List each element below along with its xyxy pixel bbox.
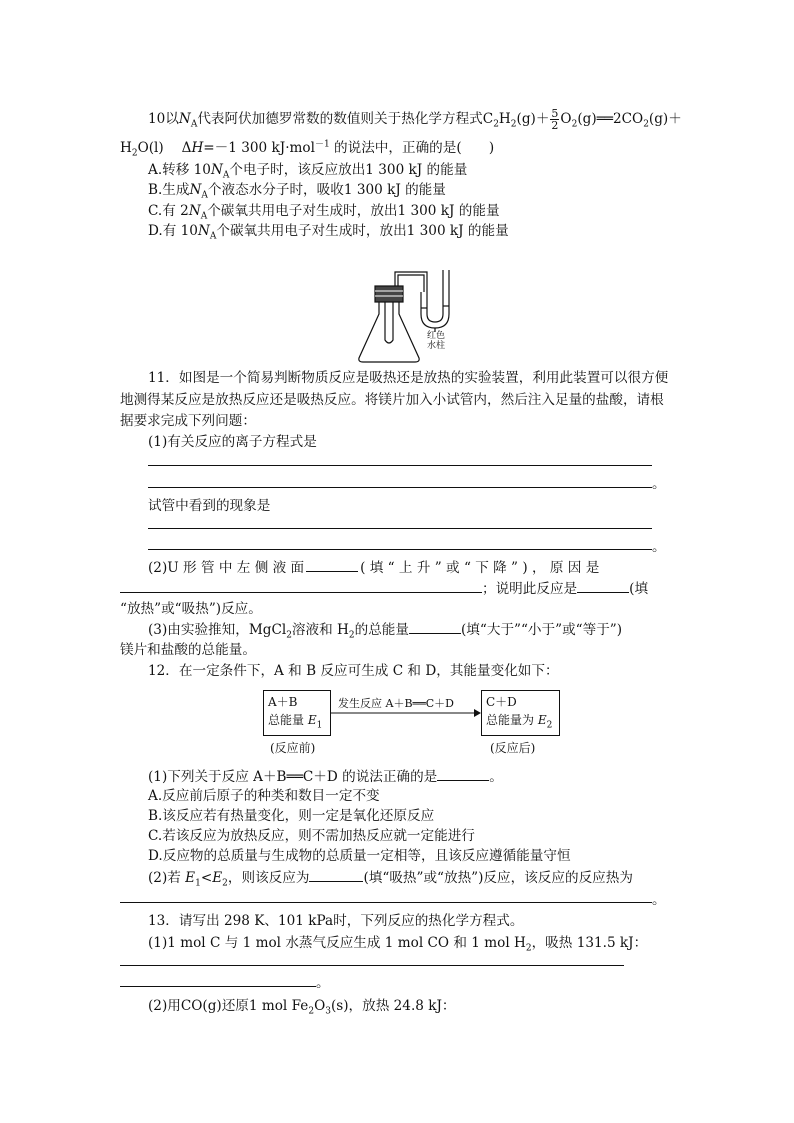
eq-sub: 2 [510,119,517,130]
q10-option-d[interactable] [148,221,509,241]
option-text: B.生成 [148,182,190,198]
q13-part2-text-c: (s)，放热 24.8 kJ： [330,998,456,1014]
energy-symbol: E [537,713,547,727]
na-symbol: N [197,223,210,239]
q10-na-symbol: N [178,111,191,127]
blank-field[interactable] [306,557,358,572]
caption-before: (反应前) [270,741,316,755]
period-mark: 。 [652,892,666,908]
eq-text: H [498,111,511,127]
option-text: 个碳氧共用电子对生成时，放出1 300 kJ 的能量 [207,203,500,219]
q11-part2-text-c: ；说明此反应是 [482,581,578,597]
eq-text: =－1 300 kJ·mol [203,140,315,156]
na-sub: A [209,231,217,242]
sub: 2 [525,943,532,954]
eq-text: 的说法中，正确的是( ) [329,140,495,156]
q12-part2 [148,867,633,888]
q11-part3-text-b: 溶液和 H [291,622,349,638]
q11-part3-text: (3)由实验推知，MgCl [148,622,287,638]
energy-symbol: E [185,870,196,886]
eq-sub: 2 [571,119,578,130]
q12-option-c[interactable]: C.若该反应为放热反应，则不需加热反应就一定能进行 [148,828,475,844]
q13-part1-text-b: ，吸热 131.5 kJ： [531,935,648,951]
eq-text: (g)＋ [648,111,682,127]
na-sub: A [201,190,208,201]
diagram-box-after [481,690,560,736]
sub: 2 [348,630,355,641]
q12-option-b[interactable]: B.该反应若有热量变化，则一定是氧化还原反应 [148,808,435,824]
na-symbol: N [188,203,201,219]
q11-part2-line2 [120,578,648,599]
fraction-five-halves [550,108,559,131]
box-after-top: C＋D [486,695,517,709]
blank-field[interactable] [437,766,489,781]
na-symbol: N [210,162,223,178]
apparatus-label-line1: 红色 [427,331,446,341]
blank-field[interactable] [577,578,629,593]
diagram-box-before [263,690,331,736]
na-symbol: N [189,182,202,198]
q10-na-sub: A [190,119,198,130]
box-before-top: A＋B [268,695,298,709]
q11-part3-text-c: 的总能量 [354,622,409,638]
q12-part2-text-c: (填“吸热”或“放热”)反应，该反应的反应热为 [363,870,633,886]
q11-part2-text-d: (填 [629,581,649,597]
apparatus-label [427,331,445,351]
eq-sub: 2 [643,119,649,130]
q11-part3-line2: 镁片和盐酸的总能量。 [120,642,256,658]
caption-after: (反应后) [490,741,536,755]
fraction-numerator: 5 [551,107,559,120]
q13-part1 [148,933,647,953]
answer-line[interactable] [148,465,652,466]
option-text: A.转移 10 [148,162,211,178]
q13-part1-text: (1)1 mol C 与 1 mol 水蒸气反应生成 1 mol CO 和 1 mol H [148,935,526,951]
option-text: C.有 2 [148,203,189,219]
eq-text: O [560,111,572,127]
q12-option-d[interactable]: D.反应物的总质量与生成物的总质量一定相等，且该反应遵循能量守恒 [148,848,571,864]
eq-sub: 2 [131,148,138,159]
q11-part2-text-b: ( 填 “ 上 升 ” 或 “ 下 降 ” ) ， 原 因 是 [360,560,600,576]
na-sub: A [222,170,230,181]
box-after-bottom [486,711,555,729]
fraction-denominator: 2 [551,119,559,132]
q10-stem-line2 [120,138,494,158]
option-text: 个碳氧共用电子对生成时，放出1 300 kJ 的能量 [216,223,509,239]
apparatus-label-line2: 水柱 [427,341,446,351]
q12-part2-text-b: ，则该反应为 [227,870,310,886]
blank-field[interactable] [309,867,363,882]
period-mark: 。 [652,476,666,492]
energy-sub: 1 [316,720,323,731]
q13-stem: 13．请写出 298 K、101 kPa时，下列反应的热化学方程式。 [148,913,524,929]
answer-line[interactable] [120,902,652,903]
period-mark: 。 [316,975,330,991]
q10-option-b[interactable] [148,180,446,200]
q10-stem-line1 [148,108,682,131]
option-text: 个电子时，该反应放出1 300 kJ 的能量 [229,162,468,178]
eq-text: (g)══2CO [577,111,644,127]
q13-part2-text: (2)用CO(g)还原1 mol Fe [148,998,309,1014]
energy-symbol: E [307,713,317,727]
eq-text: O(l) Δ [137,140,192,156]
option-text: D.有 10 [148,223,198,239]
answer-line[interactable] [148,549,652,550]
q10-option-a[interactable] [148,160,467,180]
energy-sub: 2 [222,878,228,889]
answer-line[interactable] [120,965,624,966]
eq-sub: 2 [493,119,499,130]
period-mark: 。 [652,539,666,555]
energy-symbol: E [212,870,223,886]
blank-field[interactable] [409,619,461,634]
energy-sub: 1 [195,878,201,889]
eq-text: H [120,140,132,156]
sub: 2 [308,1006,315,1017]
q12-part1 [148,766,503,787]
answer-line[interactable] [148,487,652,488]
q13-part1-answer [120,972,330,993]
q11-stem-line1: 11．如图是一个简易判断物质反应是吸热还是放热的实验装置，利用此装置可以很方便 [148,370,669,386]
q11-stem-line3: 据要求完成下列问题： [120,413,256,429]
q12-stem: 12．在一定条件下，A 和 B 反应可生成 C 和 D，其能量变化如下： [148,663,559,679]
energy-sub: 2 [546,720,553,731]
eq-sup: －1 [314,139,330,150]
answer-line[interactable] [148,528,652,529]
q12-part2-text: (2)若 [148,870,186,886]
sub: 2 [286,630,292,641]
q12-option-a[interactable]: A.反应前后原子的种类和数目一定不变 [148,788,380,804]
blank-field[interactable] [120,578,482,593]
less-than: < [200,870,213,886]
q11-part3-text-d: (填“大于”“小于”或“等于”) [461,622,623,638]
q11-part2-line3: “放热”或“吸热”)反应。 [120,601,262,617]
q11-part2-text: (2)U 形 管 中 左 侧 液 面 [148,560,305,576]
q10-stem-text-b: 代表阿伏加德罗常数的数值则关于热化学方程式C [197,111,494,127]
q10-option-c[interactable] [148,201,500,221]
q13-part2 [148,996,456,1016]
q11-part3-line1 [148,619,622,640]
option-text: 个液态水分子时，吸收1 300 kJ 的能量 [207,182,446,198]
blank-field[interactable] [120,972,316,987]
q11-stem-line2: 地测得某反应是放热反应还是吸热反应。将镁片加入小试管内，然后注入足量的盐酸，请根 [120,392,664,408]
na-sub: A [200,211,208,222]
q12-part1-text: (1)下列关于反应 A＋B══C＋D 的说法正确的是 [148,769,438,785]
q10-stem-text: 10以 [148,111,179,127]
enthalpy-symbol: H [191,140,204,156]
box-text: 总能量 [268,713,308,727]
q11-part1: (1)有关反应的离子方程式是 [148,434,317,450]
box-text: 总能量为 [486,713,538,727]
box-before-bottom [268,711,326,729]
apparatus-figure [355,262,465,367]
q13-part2-text-b: O [314,998,326,1014]
eq-text: (g)＋ [516,111,550,127]
q11-part1b: 试管中看到的现象是 [148,498,271,514]
sub: 3 [325,1006,331,1017]
arrow-label: 发生反应 A＋B══C＋D [338,697,455,710]
q11-part2-line1 [148,557,599,578]
q12-part1-period: 。 [489,769,503,785]
